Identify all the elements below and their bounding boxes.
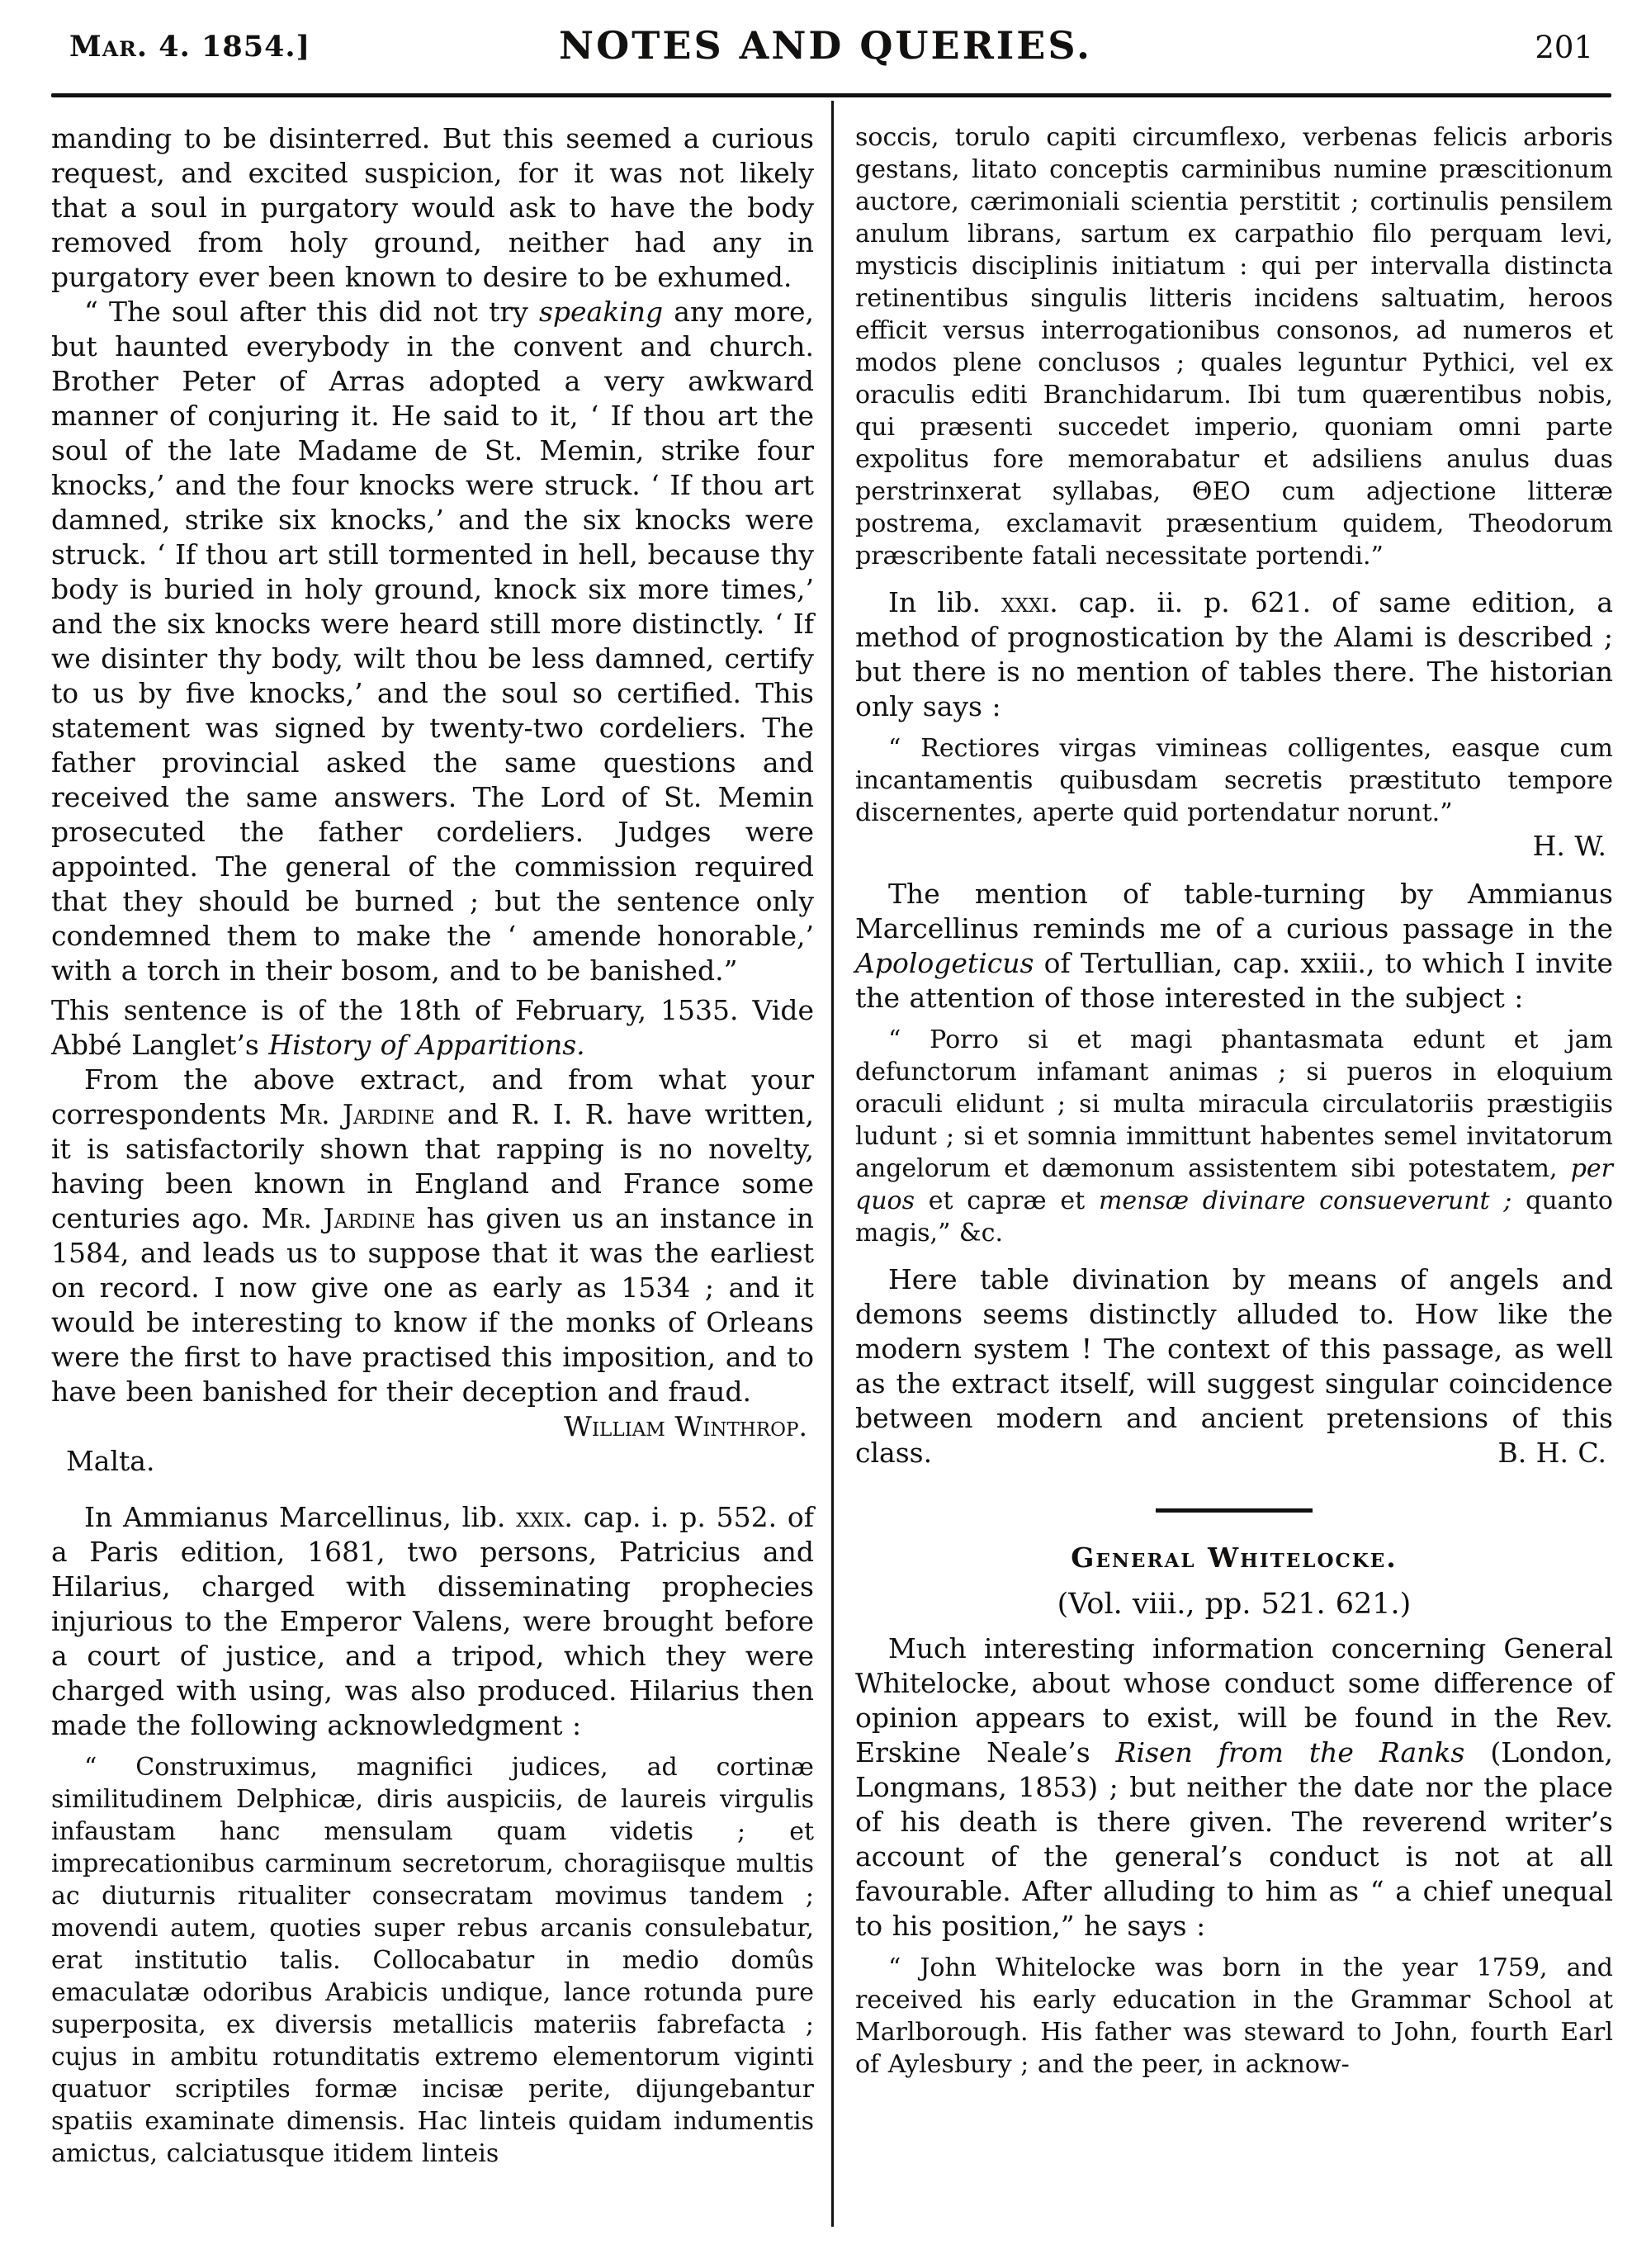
page-number: 201 xyxy=(1535,30,1593,65)
paragraph-in-lib-xxxi: In lib. xxxi. cap. ii. p. 621. of same edition, a method of prognostication by the Alami is described ; but there is no mention of tables there. The historian only says : xyxy=(855,586,1613,722)
quote-soul-knocks: “ The soul after this did not try speaking any more, but haunted everybody in the convent and church. Brother Peter of Arras adopted a very awkward manner of conjuring it. He said to it, ‘ If thou art the soul of the late Madame de St. Memin, strike four knocks,’ and the four knocks were struck. ‘ If thou art damned, strike six knocks,’ and the six knocks were struck. ‘ If thou art still tormented in hell, because thy body is buried in holy ground, knock six more times,’ and the six knocks were heard still more distinctly. ‘ If we disinter thy body, wilt thou be less damned, certify to us by five knocks,’ and the soul so certified. This statement was signed by twenty-two cordeliers. The father provincial asked the same questions and received the same answers. The Lord of St. Memin prosecuted the father cordeliers. Judges were appointed. The general of the commission required that they should be burned ; but the sentence only condemned them to make the ‘ amende honorable,’ with a torch in their bosom, and to be banished.” xyxy=(51,296,814,987)
left-column xyxy=(51,121,814,2170)
journal-title: NOTES AND QUERIES. xyxy=(559,23,1092,68)
quote-john-whitelocke: “ John Whitelocke was born in the year 1759, and received his early education in the Grammar School at Marlborough. His father was steward to John, fourth Earl of Aylesbury ; and the peer, in acknow- xyxy=(855,1953,1613,2079)
paragraph-ammianus-marcellinus: In Ammianus Marcellinus, lib. xxix. cap. i. p. 552. of a Paris edition, 1681, two persons, Patricius and Hilarius, charged with disseminating prophecies injurious to the Emperor Valens, were brought before a court of justice, and a tripod, which they were charged with using, was also produced. Hilarius then made the following acknowledgment : xyxy=(51,1501,814,1741)
section-volume-reference: (Vol. viii., pp. 521. 621.) xyxy=(1057,1588,1412,1621)
paragraph-disinterred: manding to be disinterred. But this seemed a curious request, and excited suspicion, for it was not likely that a soul in purgatory would ask to have the body removed from holy ground, neither had any in purgatory ever been known to desire to be exhumed. xyxy=(51,122,814,293)
quote-soccis-latin: soccis, torulo capiti circumflexo, verbenas felicis arboris gestans, litato conceptis carminibus numine præscitionum auctore, cærimoniali scientia perstitit ; cortinulis pensilem anulum librans, sartum ex carpathio filo perquam levi, mysticis disciplinis initiatum : qui per intervalla distincta retinentibus singulis litteris incidens saltuatim, heroos efficit versus interrogationibus consonos, ad numeros et modos plene conclusos ; quales leguntur Pythici, vel ex oraculis editi Branchidarum. Ibi tum quærentibus nobis, qui præsenti succedet imperio, quoniam omni parte expolitus fore memorabatur et adsiliens anulus duas perstrinxerat syllabas, ΘΕΟ cum adjectione litteræ postrema, exclamavit præsentium quidem, Theodorum præscribente fatali necessitate portendi.” xyxy=(855,123,1613,571)
paragraph-whitelocke-information: Much interesting information concerning General Whitelocke, about whose conduct some difference of opinion appears to exist, will be found in the Rev. Erskine Neale’s Risen from the Ranks (London, Longmans, 1853) ; but neither the date nor the place of his death is there given. The reverend writer’s account of the general’s conduct is not at all favourable. After alluding to him as “ a chief unequal to his position,” he says : xyxy=(855,1632,1613,1942)
signature-h-w: H. W. xyxy=(1532,830,1606,862)
paragraph-from-above-extract: From the above extract, and from what your correspondents Mr. Jardine and R. I. R. have written, it is satisfactorily shown that rapping is no novelty, having been known in England and France some centuries ago. Mr. Jardine has given us an instance in 1584, and leads us to suppose that it was the earliest on record. I now give one as early as 1534 ; and it would be interesting to know if the monks of Orleans were the first to have practised this imposition, and to have been banished for their deception and fraud. xyxy=(51,1063,815,1408)
paragraph-table-divination: Here table divination by means of angels and demons seems distinctly alluded to. How like the modern system ! The context of this passage, as well as the extract itself, will suggest singular coincidence between modern and ancient pretensions of this class. xyxy=(855,1263,1613,1469)
signature-william-winthrop: William Winthrop. xyxy=(564,1410,807,1442)
section-divider-rule xyxy=(1156,1508,1313,1513)
paragraph-table-turning-tertullian: The mention of table-turning by Ammianus Marcellinus reminds me of a curious passage in the Apologeticus of Tertullian, cap. xxiii., to which I invite the attention of those interested in the subject : xyxy=(855,878,1613,1014)
header-rule xyxy=(51,93,1611,97)
quote-porro-latin: “ Porro si et magi phantasmata edunt et jam defunctorum infamant animas ; si pueros in eloquium oraculi elidunt ; si multa miracula circulatoriis præstigiis ludunt ; si et somnia immittunt habentes semel invitatorum angelorum et dæmonum assistentem sibi potestatem, per quos et capræ et mensæ divinare consueverunt ; quanto magis,” &c. xyxy=(855,1025,1613,1248)
dateline-malta: Malta. xyxy=(66,1445,155,1477)
quote-construximus-latin: “ Construximus, magnifici judices, ad cortinæ similitudinem Delphicæ, diris auspiciis, de laureis virgulis infaustam hanc mensulam quam videtis ; et imprecationibus carminum secretorum, choragiisque multis ac diuturnis ritualiter consecratam movimus tandem ; movendi autem, quoties super rebus arcanis consulebatur, erat institutio talis. Collocabatur in medio domûs emaculatæ odoribus Arabicis undique, lance rotunda pure superposita, ex diversis metallicis materiis fabrefacta ; cujus in ambitu rotunditatis extremo elementorum viginti quatuor scriptiles formæ incisæ perite, dijungebantur spatiis examinate dimensis. Hac linteis quidam indumentis amictus, calciatusque itidem linteis xyxy=(51,1753,814,2168)
signature-b-h-c: B. H. C. xyxy=(1497,1437,1606,1469)
paragraph-sentence-date: This sentence is of the 18th of February, 1535. Vide Abbé Langlet’s History of Apparitions. xyxy=(51,994,814,1061)
quote-rectiores-latin: “ Rectiores virgas vimineas colligentes, easque cum incantamentis quibusdam secretis præstituto tempore discernentes, aperte quid portendatur norunt.” xyxy=(855,734,1613,827)
right-column xyxy=(855,121,1613,2081)
section-heading-general-whitelocke: General Whitelocke. xyxy=(1071,1541,1398,1574)
header-date: Mar. 4. 1854.] xyxy=(69,30,311,64)
column-divider-rule xyxy=(831,101,834,2227)
